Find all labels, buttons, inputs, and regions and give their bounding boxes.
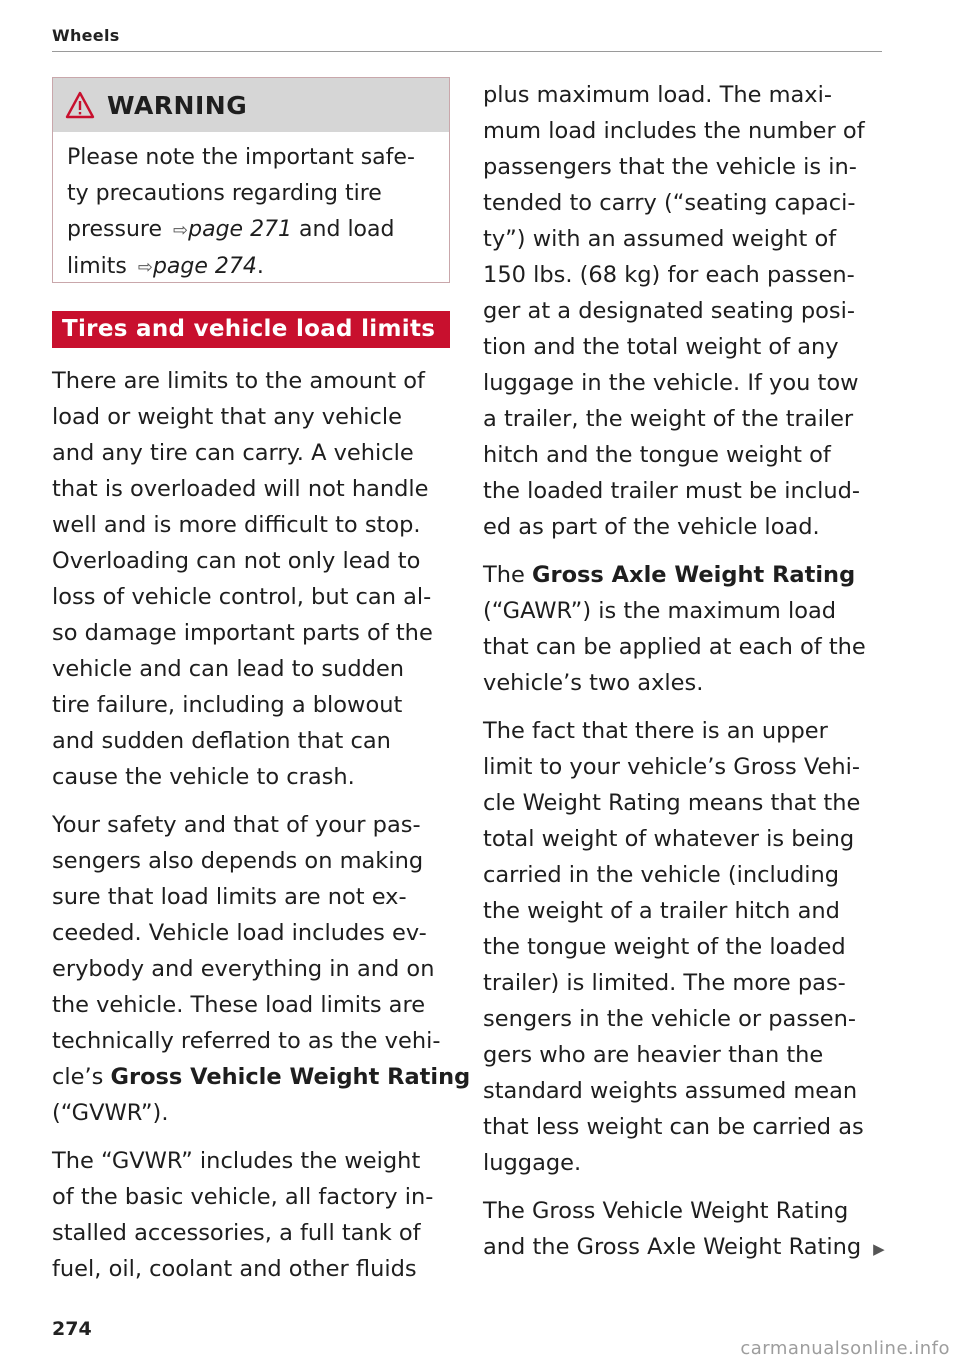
text-line: (“GVWR”).: [52, 1100, 169, 1126]
text-line: [52, 1059, 471, 1095]
text-line: vehicle and can lead to sudden: [52, 656, 405, 682]
text-line: tire failure, including a blowout: [52, 692, 403, 718]
text-line: that less weight can be carried as: [483, 1114, 864, 1140]
bold-term: Gross Vehicle Weight Rating: [110, 1064, 471, 1090]
warning-text: pressure: [67, 217, 170, 242]
text-line: and sudden deflation that can: [52, 728, 391, 754]
text-line: a trailer, the weight of the trailer: [483, 406, 854, 432]
warning-line: [67, 212, 437, 249]
text-line: standard weights assumed mean: [483, 1078, 858, 1104]
warning-text: limits: [67, 254, 134, 279]
text-line: Overloading can not only lead to: [52, 548, 421, 574]
text-line: [483, 1229, 903, 1267]
warning-triangle-icon: [65, 91, 95, 119]
warning-text: .: [256, 254, 264, 279]
arrow-right-icon: ⇨: [173, 220, 189, 241]
text-line: luggage in the vehicle. If you tow: [483, 370, 859, 396]
text-line: stalled accessories, a full tank of: [52, 1220, 421, 1246]
text-line: and any tire can carry. A vehicle: [52, 440, 414, 466]
paragraph: [483, 713, 903, 1181]
text-line: load or weight that any vehicle: [52, 404, 402, 430]
text-line: so damage important parts of the: [52, 620, 433, 646]
text-line: that can be applied at each of the: [483, 634, 866, 660]
text-span: The: [483, 562, 532, 588]
left-column-text: [52, 363, 471, 1287]
text-line: 150 lbs. (68 kg) for each passen-: [483, 262, 855, 288]
warning-line: [67, 249, 437, 286]
text-line: technically referred to as the vehi-: [52, 1028, 441, 1054]
text-line: There are limits to the amount of: [52, 368, 425, 394]
text-line: ceeded. Vehicle load includes ev-: [52, 920, 427, 946]
text-line: the weight of a trailer hitch and: [483, 898, 840, 924]
text-line: that is overloaded will not handle: [52, 476, 429, 502]
text-line: The “GVWR” includes the weight: [52, 1148, 421, 1174]
text-line: sengers also depends on making: [52, 848, 424, 874]
text-line: passengers that the vehicle is in-: [483, 154, 857, 180]
text-line: ty”) with an assumed weight of: [483, 226, 837, 252]
text-line: of the basic vehicle, all factory in-: [52, 1184, 434, 1210]
text-line: carried in the vehicle (including: [483, 862, 840, 888]
page-reference-link[interactable]: page 271: [188, 217, 293, 242]
text-line: The Gross Vehicle Weight Rating: [483, 1198, 849, 1224]
text-line: tion and the total weight of any: [483, 334, 839, 360]
warning-line: Please note the important safe-: [67, 145, 415, 170]
text-line: limit to your vehicle’s Gross Vehi-: [483, 754, 860, 780]
text-line: ger at a designated seating posi-: [483, 298, 856, 324]
text-line: luggage.: [483, 1150, 582, 1176]
text-line: the loaded trailer must be includ-: [483, 478, 860, 504]
text-line: (“GAWR”) is the maximum load: [483, 598, 837, 624]
text-line: total weight of whatever is being: [483, 826, 855, 852]
continue-arrow-icon: ▶: [873, 1240, 885, 1258]
text-line: fuel, oil, coolant and other fluids: [52, 1256, 417, 1282]
text-line: [483, 557, 903, 593]
text-line: trailer) is limited. The more pas-: [483, 970, 846, 996]
text-line: Your safety and that of your pas-: [52, 812, 421, 838]
text-line: well and is more difficult to stop.: [52, 512, 421, 538]
text-line: gers who are heavier than the: [483, 1042, 824, 1068]
bold-term: Gross Axle Weight Rating: [532, 562, 856, 588]
warning-box: [52, 77, 450, 283]
text-line: erybody and everything in and on: [52, 956, 435, 982]
text-line: loss of vehicle control, but can al-: [52, 584, 432, 610]
text-line: the tongue weight of the loaded: [483, 934, 846, 960]
text-line: cle Weight Rating means that the: [483, 790, 861, 816]
warning-header: [53, 78, 449, 132]
text-line: the vehicle. These load limits are: [52, 992, 426, 1018]
arrow-right-icon: ⇨: [137, 257, 153, 278]
section-header: Wheels: [52, 26, 120, 45]
text-line: sengers in the vehicle or passen-: [483, 1006, 857, 1032]
paragraph: [52, 1143, 452, 1287]
watermark: carmanualsonline.info: [740, 1338, 950, 1359]
text-line: mum load includes the number of: [483, 118, 865, 144]
text-line: tended to carry (“seating capaci-: [483, 190, 856, 216]
paragraph: [483, 77, 903, 545]
right-column-text: [483, 77, 903, 1267]
text-span: and the Gross Axle Weight Rating: [483, 1234, 862, 1260]
paragraph: [52, 363, 452, 795]
text-line: plus maximum load. The maxi-: [483, 82, 832, 108]
warning-line: ty precautions regarding tire: [67, 181, 382, 206]
warning-text: and load: [292, 217, 395, 242]
text-line: hitch and the tongue weight of: [483, 442, 831, 468]
text-line: vehicle’s two axles.: [483, 670, 704, 696]
text-span: cle’s: [52, 1064, 111, 1090]
page-number: 274: [52, 1318, 92, 1340]
text-line: cause the vehicle to crash.: [52, 764, 355, 790]
header-divider: [52, 51, 882, 52]
page-reference-link[interactable]: page 274: [152, 254, 257, 279]
text-line: ed as part of the vehicle load.: [483, 514, 820, 540]
warning-body: [53, 132, 449, 286]
paragraph: [483, 557, 903, 701]
text-line: The fact that there is an upper: [483, 718, 828, 744]
text-line: sure that load limits are not ex-: [52, 884, 407, 910]
paragraph: [483, 1193, 903, 1267]
warning-title: WARNING: [107, 90, 248, 120]
paragraph: [52, 807, 471, 1131]
section-heading: Tires and vehicle load limits: [52, 311, 450, 348]
